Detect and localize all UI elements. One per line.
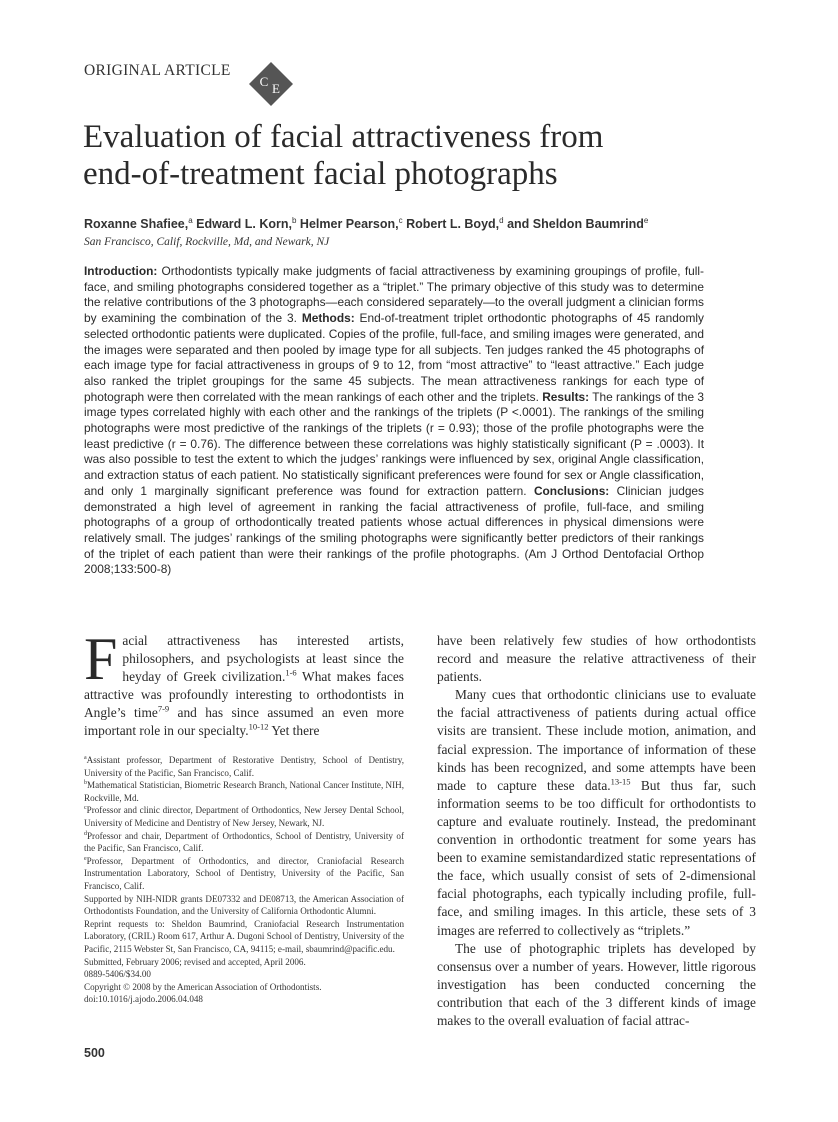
body-text: Yet there bbox=[268, 723, 320, 739]
author-name: Robert L. Boyd, bbox=[406, 217, 500, 232]
author-locations: San Francisco, Calif, Rockville, Md, and Newark, NJ bbox=[84, 236, 330, 248]
abstract-text: End-of-treatment triplet orthodontic photographs of 45 randomly selected orthodontic patients were duplicated. Copies of the profile, full-face, and smiling images were generated, and the images were separated and then pooled by image type for all subjects. Ten judges ranked the 45 photographs of each image type for facial attractiveness in groups of 9 to 12, from “most attractive” to “least attractive.” Each judge also ranked the triplet groupings for the same 45 subjects. The mean attractiveness rankings for each type of photograph were then correlated with the mean rankings of each other and the triplets. bbox=[84, 311, 704, 404]
body-column-right bbox=[437, 632, 756, 1030]
copyright-note: Copyright © 2008 by the American Association of Orthodontists. bbox=[84, 981, 322, 992]
article-title bbox=[83, 119, 723, 193]
doi-note: doi:10.1016/j.ajodo.2006.04.048 bbox=[84, 994, 203, 1005]
continuing-education-badge-icon bbox=[247, 60, 295, 108]
author-mark: a bbox=[188, 216, 193, 225]
citation: 10-12 bbox=[248, 722, 269, 732]
author-name: Edward L. Korn, bbox=[196, 217, 292, 232]
abstract-text: Clinician judges demonstrated a high level of agreement in ranking the facial attractiveness of profile, full-face, and smiling photographs of a group of orthodontically treated patients whose actual differences in physical dimensions were relatively small. The judges’ rankings of the smiling photographs were significantly better predictors of their rankings of the triplet of each patient than were their rankings of the profile photographs. (Am J Orthod Dentofacial Orthop 2008;133:500-8) bbox=[84, 483, 704, 577]
abstract-heading-methods: Methods: bbox=[301, 311, 355, 326]
affiliation-note bbox=[84, 754, 404, 779]
author-mark: e bbox=[643, 216, 649, 225]
badge-letter-c: C bbox=[259, 74, 269, 89]
title-line: Evaluation of facial attractiveness from bbox=[83, 119, 604, 155]
citation: 7-9 bbox=[157, 703, 170, 714]
note-text: Assistant professor, Department of Restorative Dentistry, School of Dentistry, University of the Pacific, San Francisco, Calif. bbox=[84, 755, 404, 778]
note-text: Professor, Department of Orthodontics, and director, Craniofacial Research Instrumentation Laboratory, School of Dentistry, University of the Pacific, San Francisco, Calif. bbox=[84, 855, 404, 891]
body-paragraph bbox=[84, 626, 404, 741]
section-label: ORIGINAL ARTICLE bbox=[84, 62, 231, 79]
abstract-heading-introduction: Introduction: bbox=[84, 264, 158, 278]
body-text: acial attractiveness has interested artists, philosophers, and psychologists at least since the heyday of Greek civilization. bbox=[122, 633, 404, 685]
affiliation-note bbox=[84, 779, 404, 804]
body-text: What makes faces attractive was profoundly interesting to orthodontists in Angle’s time bbox=[84, 669, 404, 721]
author-mark: d bbox=[499, 216, 504, 225]
note-text: Mathematical Statistician, Biometric Research Branch, National Cancer Institute, NIH, Rockville, Md. bbox=[84, 780, 404, 803]
affiliation-note bbox=[84, 855, 404, 893]
note-mark: a bbox=[84, 754, 87, 761]
submitted-note: Submitted, February 2006; revised and accepted, April 2006. bbox=[84, 956, 306, 967]
issn-note: 0889-5406/$34.00 bbox=[84, 969, 151, 980]
citation: 13-15 bbox=[610, 776, 631, 787]
note-text: Professor and chair, Department of Orthodontics, School of Dentistry, University of the Pacific, San Francisco, Calif. bbox=[84, 830, 404, 854]
abstract-text: Orthodontists typically make judgments of facial attractiveness by examining groupings of profile, full-face, and smiling photographs considered together as a “triplet.” The primary objective of this study was to determine the relative contributions of the 3 photographs—each considered separately—to the overall judgment a clinician forms by examining the combination of the 3. bbox=[84, 264, 704, 326]
body-text: Many cues that orthodontic clinicians use to evaluate the facial attractiveness of patients during actual office visits are transient. These include motion, animation, and facial expression. The importance of information of these kinds has been recognized, and some attempts have been made to capture these data. bbox=[437, 687, 756, 793]
body-paragraph: have been relatively few studies of how orthodontists record and measure the relative attractiveness of their patients. bbox=[437, 633, 756, 685]
body-paragraph bbox=[437, 686, 756, 939]
author-mark: b bbox=[291, 216, 297, 225]
body-text: and has since assumed an even more important role in our specialty. bbox=[84, 705, 404, 739]
note-mark: b bbox=[84, 780, 87, 787]
body-paragraph: The use of photographic triplets has developed by consensus over a number of years. However, little rigorous investigation has been conducted concerning the contribution that each of the 3 different kinds of image makes to the overall evaluation of facial attrac- bbox=[437, 940, 756, 1028]
note-mark: c bbox=[84, 805, 87, 812]
abstract-heading-conclusions: Conclusions: bbox=[533, 483, 610, 498]
author-name: Helmer Pearson, bbox=[299, 217, 399, 232]
drop-cap: F bbox=[84, 626, 118, 692]
body-column-left bbox=[84, 626, 404, 741]
note-mark: d bbox=[84, 830, 87, 837]
citation: 1-6 bbox=[285, 667, 297, 678]
title-line: end-of-treatment facial photographs bbox=[83, 156, 558, 192]
reprint-note: Reprint requests to: Sheldon Baumrind, Craniofacial Research Instrumentation Laboratory, (CRIL) Room 617, Arthur A. Dugoni School of Dentistry, University of the Pacific, 2115 Webster St, San Francisco, CA, 94115; e-mail, sbaumrind@pacific.edu. bbox=[84, 918, 404, 954]
support-note: Supported by NIH-NIDR grants DE07332 and DE08713, the American Association of Orthodontists Foundation, and the University of California Orthodontic Alumni. bbox=[84, 893, 404, 917]
author-mark: c bbox=[398, 216, 403, 225]
abstract-text: The rankings of the 3 image types correlated highly with each other and the rankings of the triplets (P <.0001). The rankings of the smiling photographs were most predictive of the rankings of the triplets (r = 0.93); those of the profile photographs were the least predictive (r = 0.76). The difference between these correlations was highly statistically significant (P = .0003). It was also possible to test the extent to which the judges’ rankings were influenced by sex, original Angle classification, and extraction status of each patient. No statistically significant preferences were found for sex or Angle classification, and only 1 marginally significant preference was found for extraction pattern. bbox=[84, 389, 704, 498]
badge-letter-e: E bbox=[272, 81, 280, 96]
affiliation-note bbox=[84, 830, 404, 855]
page-number: 500 bbox=[84, 1046, 105, 1060]
abstract-heading-results: Results: bbox=[542, 389, 590, 404]
abstract bbox=[84, 264, 704, 578]
author-list bbox=[84, 216, 648, 231]
affiliation-note bbox=[84, 804, 404, 829]
body-text: But thus far, such information seems to be too difficult for orthodontists to capture and evaluate routinely. Instead, the predominant convention in orthodontic treatment for some years has been to examine semistandardized static representations of the face, which usually consist of sets of 2-dimensional facial photographs, each typically including profile, full-face, and smiling images. In this article, these sets of 3 images are referred to collectively as “triplets.” bbox=[437, 777, 756, 938]
author-name: and Sheldon Baumrind bbox=[507, 217, 644, 232]
author-name: Roxanne Shafiee, bbox=[84, 217, 189, 232]
note-mark: e bbox=[84, 855, 87, 862]
footnotes bbox=[84, 754, 404, 1006]
note-text: Professor and clinic director, Department of Orthodontics, New Jersey Dental School, University of Medicine and Dentistry of New Jersey, Newark, NJ. bbox=[84, 805, 404, 828]
